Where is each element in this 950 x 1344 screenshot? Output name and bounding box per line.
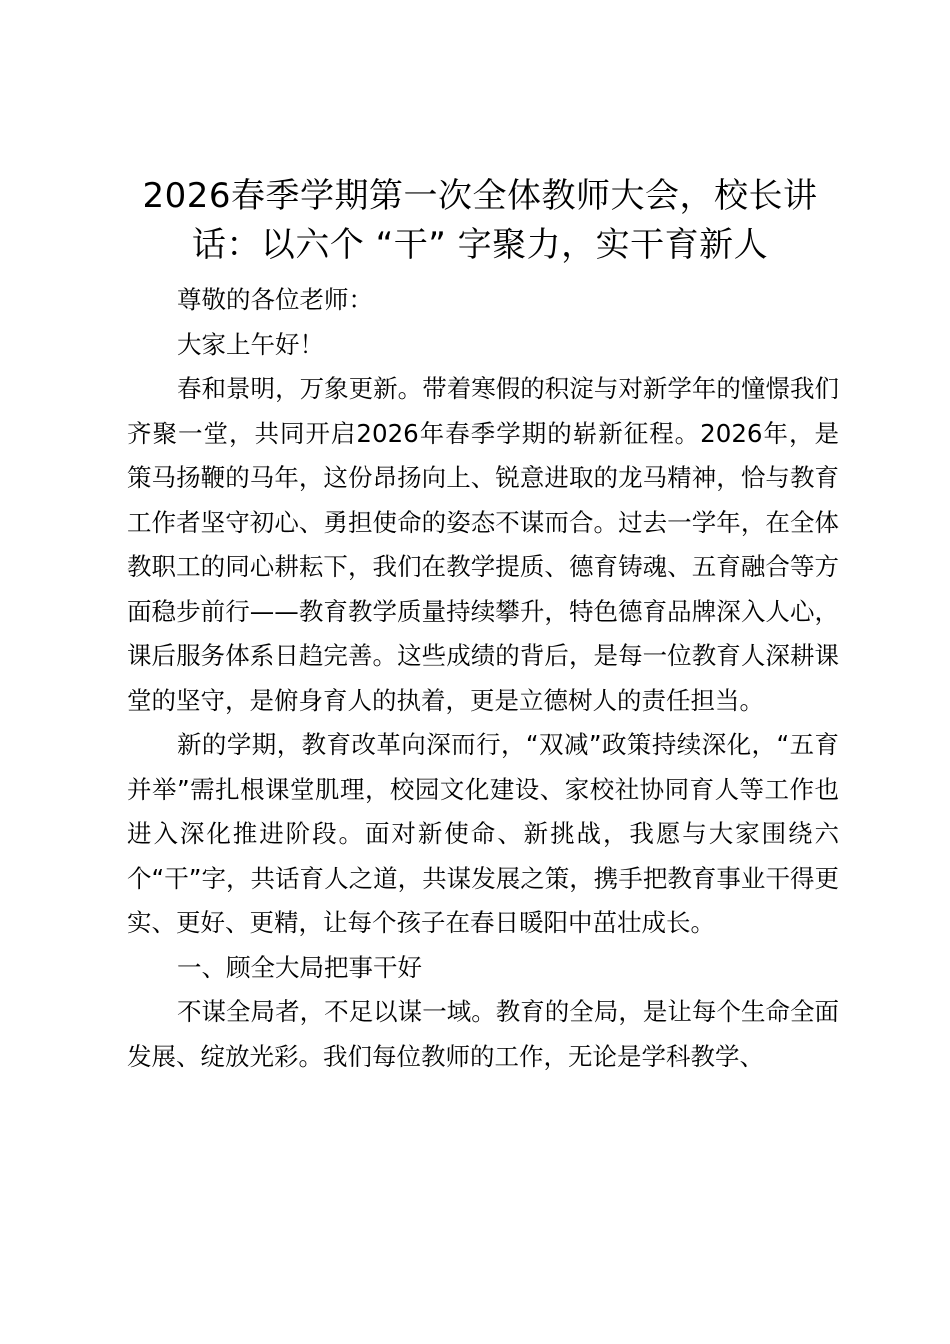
body-paragraph: 新的学期，教育改革向深而行，“双减”政策持续深化，“五育并举”需扎根课堂肌理，校园文化建设、家校社协同育人等工作也进入深化推进阶段。面对新使命、新挑战，我愿与大家围绕六个“干”字，共话育人之道，共谋发展之策，携手把教育事业干得更实、更好、更精，让每个孩子在春日暖阳中茁壮成长。 [127,730,839,937]
document-body [127,278,839,1079]
document-title: 2026春季学期第一次全体教师大会，校长讲话：以六个 “干” 字聚力，实干育新人 [142,176,818,265]
salutation: 尊敬的各位老师： [177,285,373,314]
greeting: 大家上午好！ [177,329,324,359]
section-heading: 一、顾全大局把事干好 [177,952,422,982]
body-paragraph: 春和景明，万象更新。带着寒假的积淀与对新学年的憧憬我们齐聚一堂，共同开启2026年春季学期的崭新征程。2026年，是策马扬鞭的马年，这份昂扬向上、锐意进取的龙马精神，恰与教育工作者坚守初心、勇担使命的姿态不谋而合。过去一学年，在全体教职工的同心耕耘下，我们在教学提质、德育铸魂、五育融合等方面稳步前行——教育教学质量持续攀升，特色德育品牌深入人心，课后服务体系日趋完善。这些成绩的背后，是每一位教育人深耕课堂的坚守，是俯身育人的执着，更是立德树人的责任担当。 [127,374,839,715]
body-paragraph: 不谋全局者，不足以谋一域。教育的全局，是让每个生命全面发展、绽放光彩。我们每位教师的工作，无论是学科教学、 [127,997,839,1071]
